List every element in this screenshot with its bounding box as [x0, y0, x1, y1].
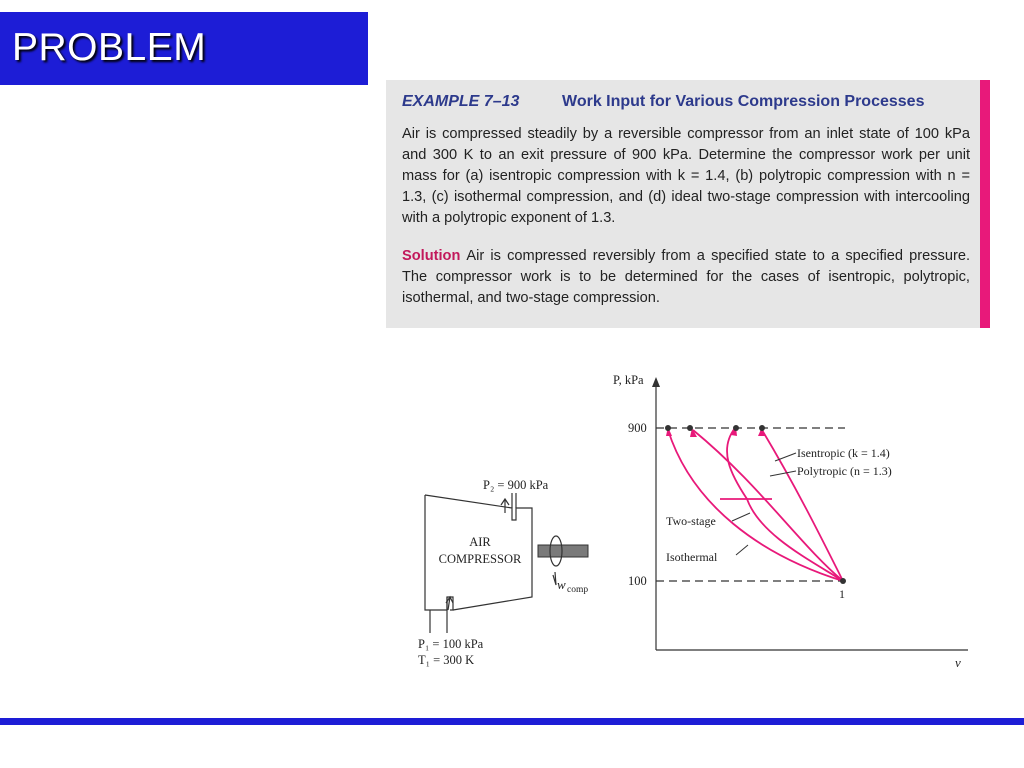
y-tick-label-100: 100 [628, 574, 647, 588]
state-point-isentropic [759, 425, 765, 431]
isothermal-leader-line [736, 545, 748, 555]
compressor-right-outline [453, 533, 532, 610]
page-title: PROBLEM [12, 26, 207, 69]
example-title: Work Input for Various Compression Processes [562, 93, 925, 110]
problem-statement: Air is compressed steadily by a reversible compressor from an inlet state of 100 kPa and 300 K to an exit pressure of 900 kPa. Determine the compressor work per unit mass for (a) isentropic compression with k = 1.4, (b) polytropic compression with n = 1.3, (c) isothermal compression, and (d) ideal two-stage compression with intercooling with a polytropic exponent of 1.3. [402, 126, 970, 226]
pv-chart [613, 373, 968, 670]
compressor-name-line2: COMPRESSOR [438, 552, 522, 566]
compression-diagram [400, 365, 990, 675]
polytropic-leader-line [770, 471, 796, 476]
legend-two-stage: Two-stage [666, 514, 716, 528]
solution-text: Air is compressed reversibly from a specified state to a specified pressure. The compressor work is to be determined for the cases of isentropic, polytropic, isothermal, and two-stage compression. [402, 248, 970, 306]
x-axis-label: v [955, 655, 961, 670]
solution-statement [402, 246, 970, 309]
two-stage-leader-line [732, 513, 750, 521]
y-tick-label-900: 900 [628, 421, 647, 435]
work-symbol: w [557, 577, 566, 592]
example-number: EXAMPLE 7–13 [402, 93, 520, 110]
state-point-isothermal [665, 425, 671, 431]
y-axis-label: P, kPa [613, 373, 644, 387]
y-axis-arrow-icon [652, 377, 660, 387]
legend-isothermal: Isothermal [666, 550, 718, 564]
inlet-pressure-label: P₁ = 100 kPa [418, 637, 484, 651]
state-point-polytropic [687, 425, 693, 431]
bottom-rule [0, 718, 1024, 725]
state-point-1 [840, 578, 846, 584]
solution-label: Solution [402, 248, 461, 264]
example-box [386, 80, 990, 328]
exit-pressure-label: P₂ = 900 kPa [483, 478, 549, 492]
inlet-temperature-label: T₁ = 300 K [418, 653, 475, 667]
compressor-shaft [538, 545, 588, 557]
work-subscript: comp [567, 585, 589, 595]
legend-isentropic: Isentropic (k = 1.4) [797, 446, 890, 460]
state-label-1: 1 [839, 587, 845, 601]
legend-polytropic: Polytropic (n = 1.3) [797, 464, 892, 478]
work-arrow-icon [553, 572, 556, 585]
state-point-two-stage [733, 425, 739, 431]
example-header [402, 93, 925, 111]
compressor-name-line1: AIR [469, 535, 491, 549]
